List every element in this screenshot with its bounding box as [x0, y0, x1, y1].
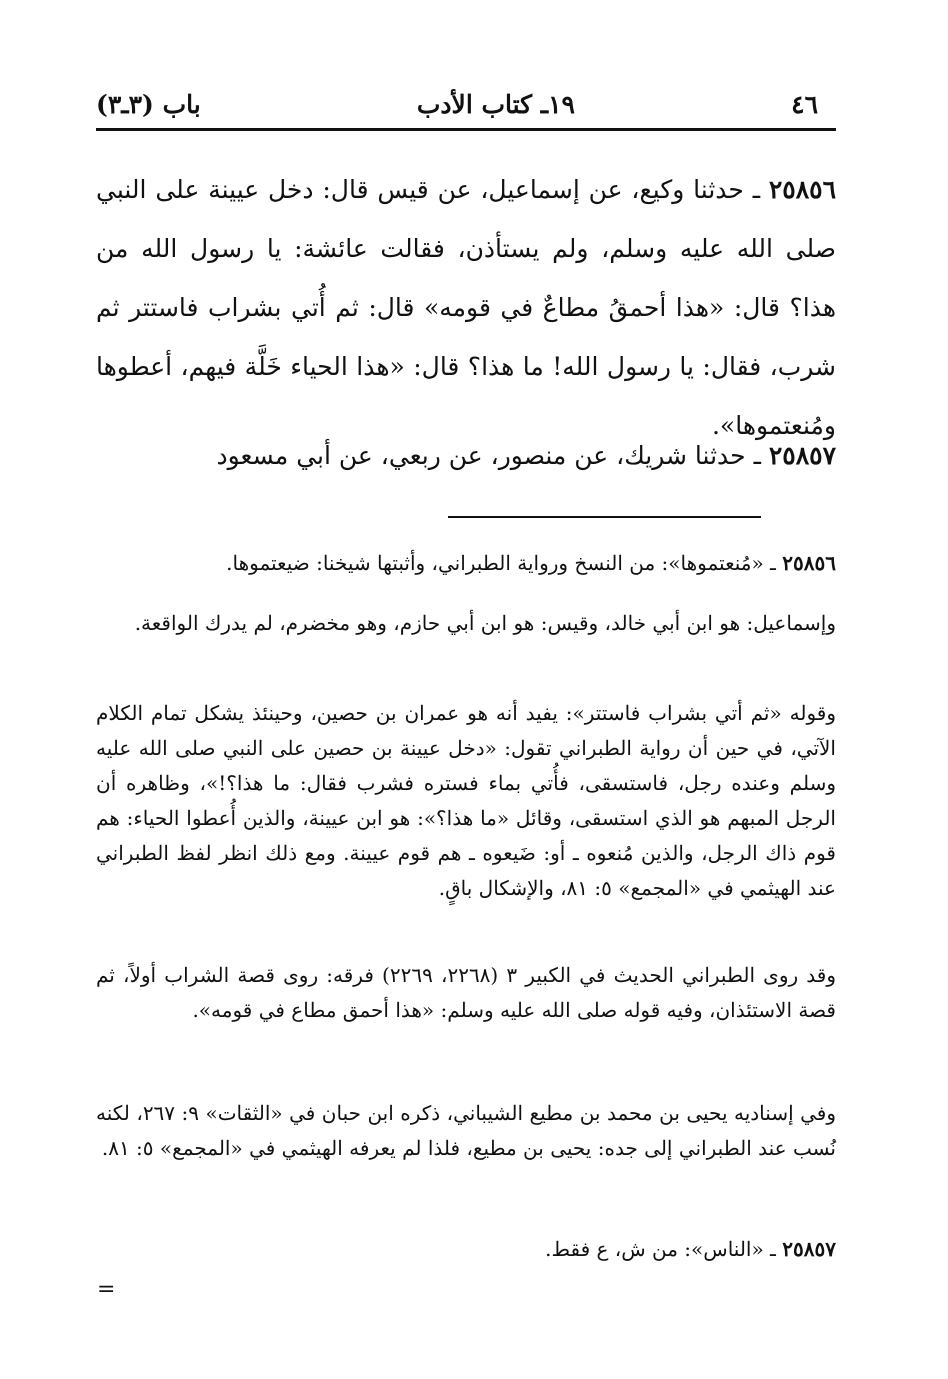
continuation-mark: =	[97, 1277, 116, 1302]
chapter-label: باب (٣ـ٣)	[96, 89, 201, 119]
hadith-25856	[96, 160, 836, 455]
hadith-number: ٢٥٨٥٦	[768, 175, 836, 204]
book-title: ١٩ـ كتاب الأدب	[416, 89, 575, 119]
footnote-number: ٢٥٨٥٧	[782, 1237, 836, 1261]
header-rule	[96, 128, 836, 131]
running-header	[96, 82, 818, 126]
footnote-2	[96, 606, 836, 641]
footnote-text: وقد روى الطبراني الحديث في الكبير ٣ (٢٢٦٨، ٢٢٦٩) فرقه: روى قصة الشراب أولاً، ثم قصة الاستئذان، وفيه قوله صلى الله عليه وسلم: «هذا أحمق مطاع في قومه».	[96, 963, 837, 1022]
hadith-text: ـ حدثنا شريك، عن منصور، عن ربعي، عن أبي مسعود	[216, 441, 769, 470]
hadith-25857	[96, 426, 836, 485]
footnote-text: وإسماعيل: هو ابن أبي خالد، وقيس: هو ابن أبي حازم، وهو مخضرم، لم يدرك الواقعة.	[134, 611, 836, 635]
footnote-text: ـ «الناس»: من ش، ع فقط.	[545, 1237, 783, 1261]
footnote-text: وقوله «ثم أتي بشراب فاستتر»: يفيد أنه هو عمران بن حصين، وحينئذ يشكل تمام الكلام الآتي، في حين أن رواية الطبراني تقول: «دخل عيينة بن حصين على النبي صلى الله عليه وسلم وعنده رجل، فاستسقى، فأُتي بماء فستره فشرب فقال: ما هذا؟!»، وظاهره أن الرجل المبهم هو الذي استسقى، وقائل «ما هذا؟»: هو ابن عيينة، والذين أُعطوا الحياء: هم قوم ذاك الرجل، والذين مُنعوه ـ أو: ضَيعوه ـ هم قوم عيينة. ومع ذلك انظر لفظ الطبراني عند الهيثمي في «المجمع» ٥: ٨١، والإشكال باقٍ.	[96, 701, 836, 900]
page-number: ٤٦	[791, 89, 818, 119]
footnote-separator	[448, 516, 761, 518]
footnote-text: وفي إسناديه يحيى بن محمد بن مطيع الشيباني، ذكره ابن حبان في «الثقات» ٩: ٢٦٧، لكنه نُسب عند الطبراني إلى جده: يحيى بن مطيع، فلذا لم يعرفه الهيثمي في «المجمع» ٥: ٨١.	[96, 1101, 836, 1160]
footnote-1	[96, 546, 836, 581]
footnote-4	[96, 958, 836, 1028]
hadith-text: ـ حدثنا وكيع، عن إسماعيل، عن قيس قال: دخل عيينة على النبي صلى الله عليه وسلم، ولم يستأذن، فقالت عائشة: يا رسول الله من هذا؟ قال: «هذا أحمقُ مطاعٌ في قومه» قال: ثم أُتي بشراب فاستتر ثم شرب، فقال: يا رسول الله! ما هذا؟ قال: «هذا الحياء خَلَّة فيهم، أعطوها ومُنعتموها».	[96, 175, 836, 440]
footnote-6	[96, 1232, 836, 1267]
footnote-3	[96, 696, 836, 906]
footnote-5	[96, 1096, 836, 1166]
footnote-text: ـ «مُنعتموها»: من النسخ ورواية الطبراني، وأثبتها شيخنا: ضيعتموها.	[226, 551, 783, 575]
footnote-number: ٢٥٨٥٦	[782, 551, 836, 575]
hadith-number: ٢٥٨٥٧	[768, 441, 836, 470]
